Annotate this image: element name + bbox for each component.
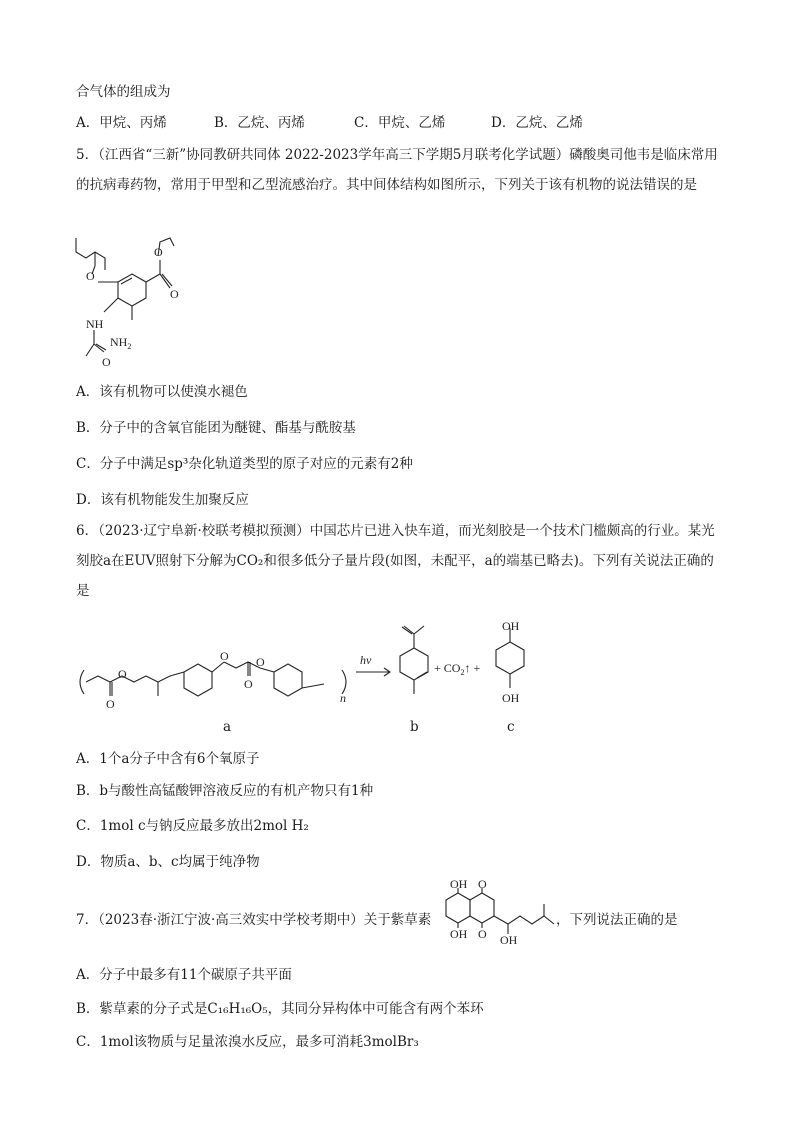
q6-label-o5: O: [256, 655, 265, 669]
q5-structure-diagram: [70, 234, 180, 374]
q4-option-c[interactable]: C．甲烷、乙烯: [354, 115, 446, 131]
q6-label-c: c: [507, 719, 515, 735]
q5-option-c[interactable]: C．分子中满足sp³杂化轨道类型的原子对应的元素有2种: [76, 456, 413, 472]
q6-label-o2: O: [106, 697, 115, 711]
q6-oh-bottom: OH: [502, 691, 520, 705]
q5-label-o-ester: O: [154, 245, 163, 259]
q6-co2-main: + CO: [434, 661, 461, 675]
q7-o-bottom: O: [478, 927, 487, 941]
q7-o-top: O: [478, 877, 487, 891]
q6-oh-top: OH: [502, 619, 520, 633]
q4-option-d[interactable]: D．乙烷、乙烯: [491, 115, 583, 131]
q7-stem: 7．（2023春·浙江宁波·高三效实中学校考期中）关于紫草素: [76, 912, 432, 928]
q4-option-a[interactable]: A．甲烷、丙烯: [76, 115, 167, 131]
q4-option-b[interactable]: B．乙烷、丙烯: [214, 115, 305, 131]
q7-option-c[interactable]: C．1mol该物质与足量浓溴水反应，最多可消耗3molBr₃: [76, 1034, 419, 1050]
q6-stem: 6．（2023·辽宁阜新·校联考模拟预测）中国芯片已进入快车道，而光刻胶是一个技术门槛颇高的行业。某光刻胶a在EUV照射下分解为CO₂和很多低分子量片段(如图，未配平，a的端基已略去)。下列有关说法正确的是: [76, 523, 715, 599]
q7-shikonin-structure: [438, 878, 558, 948]
q6-molecule-b: [400, 626, 428, 694]
q6-molecule-c: [496, 628, 524, 688]
q7-oh-top-left: OH: [450, 877, 468, 891]
q5-label-o-carbonyl: O: [170, 287, 179, 301]
q7-oh-bottom-left: OH: [450, 927, 468, 941]
q5-label-nh2-main: NH: [110, 335, 128, 349]
q6-label-b: b: [410, 719, 419, 735]
q5-label-o-amide: O: [102, 355, 111, 369]
q6-option-d[interactable]: D．物质a、b、c均属于纯净物: [76, 854, 260, 870]
q6-co2-text: [434, 661, 480, 677]
q6-hv: hv: [360, 653, 372, 667]
q7-oh-side: OH: [500, 933, 518, 947]
q5-option-d[interactable]: D．该有机物能发生加聚反应: [76, 492, 249, 508]
q6-label-o3: O: [220, 649, 229, 663]
q6-label-a: a: [223, 719, 232, 735]
q7-stem-tail: ，下列说法正确的是: [556, 912, 678, 928]
q6-co2-sub: 2: [460, 668, 465, 677]
q5-label-nh: NH: [86, 317, 104, 331]
q6-option-c[interactable]: C．1mol c与钠反应最多放出2mol H₂: [76, 818, 309, 834]
q6-repeat-n: n: [340, 691, 346, 705]
q6-reaction-diagram: [72, 620, 552, 740]
q6-label-o4: O: [244, 677, 253, 691]
continued-stem-text: 合气体的组成为: [76, 84, 171, 100]
q7-option-a[interactable]: A．分子中最多有11个碳原子共平面: [76, 967, 292, 983]
q5-option-a[interactable]: A．该有机物可以使溴水褪色: [76, 384, 248, 400]
q5-stem: 5．（江西省“三新”协同教研共同体 2022-2023学年高三下学期5月联考化学试题）磷酸奥司他韦是临床常用的抗病毒药物，常用于甲型和乙型流感治疗。其中间体结构如图所示，下列关于该有机物的说法错误的是: [76, 147, 718, 193]
q5-label-nh2-sub: 2: [127, 342, 132, 351]
q6-option-b[interactable]: B．b与酸性高锰酸钾溶液反应的有机产物只有1种: [76, 783, 374, 799]
q5-label-nh2: [110, 335, 131, 351]
q6-option-a[interactable]: A．1个a分子中含有6个氧原子: [76, 751, 260, 767]
q6-co2-gas: ↑ +: [464, 661, 481, 675]
q6-label-o1: O: [118, 667, 127, 681]
q7-option-b[interactable]: B．紫草素的分子式是C₁₆H₁₆O₅，其同分异构体中可能含有两个苯环: [76, 1001, 484, 1017]
q5-label-o-ether: O: [86, 269, 95, 283]
q5-option-b[interactable]: B．分子中的含氧官能团为醚键、酯基与酰胺基: [76, 420, 356, 436]
q4-options: [76, 114, 583, 132]
